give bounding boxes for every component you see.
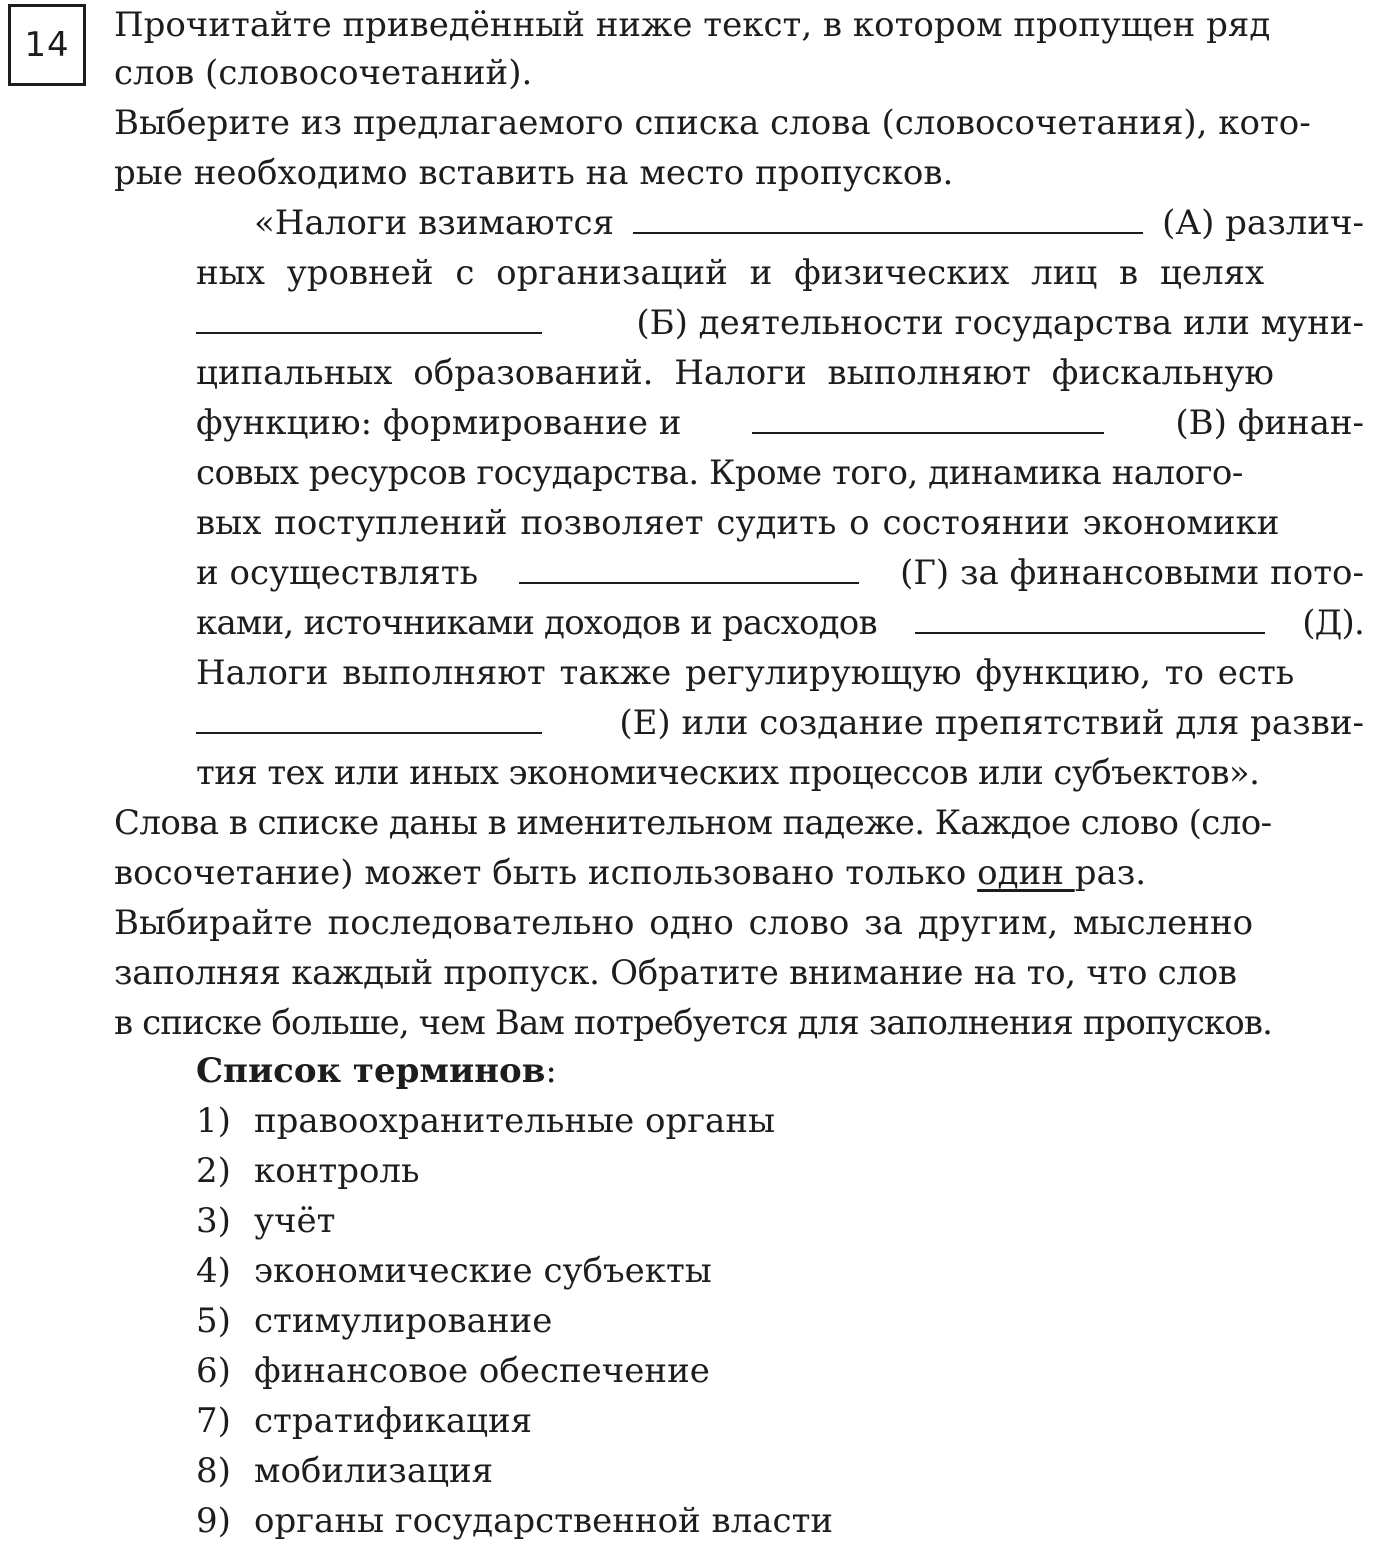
term-text: органы государственной власти [254,1501,834,1541]
term-number: 5) [196,1301,231,1341]
term-number: 2) [196,1151,231,1191]
terms-heading-text: Список терминов [196,1051,546,1091]
term-number: 7) [196,1401,231,1441]
note-line-2 [114,848,1364,898]
blank-g[interactable] [519,548,859,584]
passage-text: тия тех или иных экономических процессов или субъектов». [196,753,1260,793]
underlined-word: один [977,853,1075,893]
term-text: стратификация [254,1401,533,1441]
instruction-text-1: Прочитайте приведённый ниже текст, в котором пропущен ряд [114,5,1271,45]
term-item [196,1296,552,1346]
term-text: правоохранительные органы [254,1101,776,1141]
term-item [196,1396,532,1446]
passage-text: (Б) деятельности государства или муни- [636,303,1364,343]
passage-line-8 [196,548,1364,598]
term-text: мобилизация [254,1451,494,1491]
instruction-text-4: рые необходимо вставить на место пропусков. [114,153,954,193]
blank-e[interactable] [196,698,542,734]
passage-text: ципальных образований. Налоги выполняют фискальную [196,353,1275,393]
note-text: в списке больше, чем Вам потребуется для заполнения пропусков. [114,1003,1272,1043]
passage-text: ных уровней с организаций и физических лиц в целях [196,253,1265,293]
term-item [196,1496,833,1546]
note-line-5 [114,998,1364,1048]
instruction-text-3: Выберите из предлагаемого списка слова (словосочетания), кото- [114,103,1311,143]
note-line-3 [114,898,1364,948]
instruction-text-2: слов (словосочетаний). [114,53,533,93]
blank-d[interactable] [915,598,1265,634]
passage-text: функцию: формирование и [196,403,682,443]
instruction-line-3 [114,98,1364,148]
passage-text: (В) финан- [1175,403,1364,443]
note-text: раз. [1074,853,1147,893]
passage-line-12 [196,748,1364,798]
passage-line-3 [196,298,1364,348]
terms-heading [196,1046,557,1096]
term-number: 8) [196,1451,231,1491]
passage-text: ками, источниками доходов и расходов [196,603,877,643]
term-text: контроль [254,1151,420,1191]
term-number: 3) [196,1201,231,1241]
term-number: 4) [196,1251,231,1291]
passage-line-7 [196,498,1364,548]
passage-line-9 [196,598,1364,648]
term-text: финансовое обеспечение [254,1351,710,1391]
passage-text: и осуществлять [196,553,479,593]
passage-line-11 [196,698,1364,748]
term-text: стимулирование [254,1301,553,1341]
note-text: Слова в списке даны в именительном падеже. Каждое слово (сло- [114,803,1272,843]
passage-text: «Налоги взимаются [254,203,615,243]
passage-text: (Д). [1302,603,1364,643]
passage-line-4 [196,348,1364,398]
instruction-line-4 [114,148,1364,198]
task-number-box: 14 [8,4,86,86]
note-text: восочетание) может быть использовано только [114,853,978,893]
passage-text: совых ресурсов государства. Кроме того, динамика налого- [196,453,1243,493]
blank-v[interactable] [752,398,1104,434]
term-item [196,1446,493,1496]
term-number: 6) [196,1351,231,1391]
passage-line-10 [196,648,1364,698]
blank-a[interactable] [633,198,1143,234]
blank-b[interactable] [196,298,542,334]
passage-line-6 [196,448,1364,498]
passage-text: (Е) или создание препятствий для разви- [619,703,1364,743]
instruction-line-1 [114,0,1364,50]
term-text: учёт [254,1201,336,1241]
instruction-line-2 [114,48,1364,98]
term-number: 9) [196,1501,231,1541]
term-item [196,1246,712,1296]
note-text: Выбирайте последовательно одно слово за другим, мысленно [114,903,1254,943]
term-number: 1) [196,1101,231,1141]
term-text: экономические субъекты [254,1251,712,1291]
passage-text: (А) различ- [1162,203,1364,243]
terms-heading-colon: : [545,1051,557,1091]
term-item [196,1146,420,1196]
term-item [196,1346,710,1396]
note-text: заполняя каждый пропуск. Обратите внимание на то, что слов [114,953,1237,993]
passage-text: вых поступлений позволяет судить о состоянии экономики [196,503,1280,543]
passage-line-1 [254,198,1364,248]
term-item [196,1196,335,1246]
passage-text: Налоги выполняют также регулирующую функцию, то есть [196,653,1295,693]
passage-text: (Г) за финансовыми пото- [900,553,1364,593]
note-line-1 [114,798,1364,848]
term-item [196,1096,775,1146]
note-line-4 [114,948,1364,998]
passage-line-2 [196,248,1364,298]
passage-line-5 [196,398,1364,448]
